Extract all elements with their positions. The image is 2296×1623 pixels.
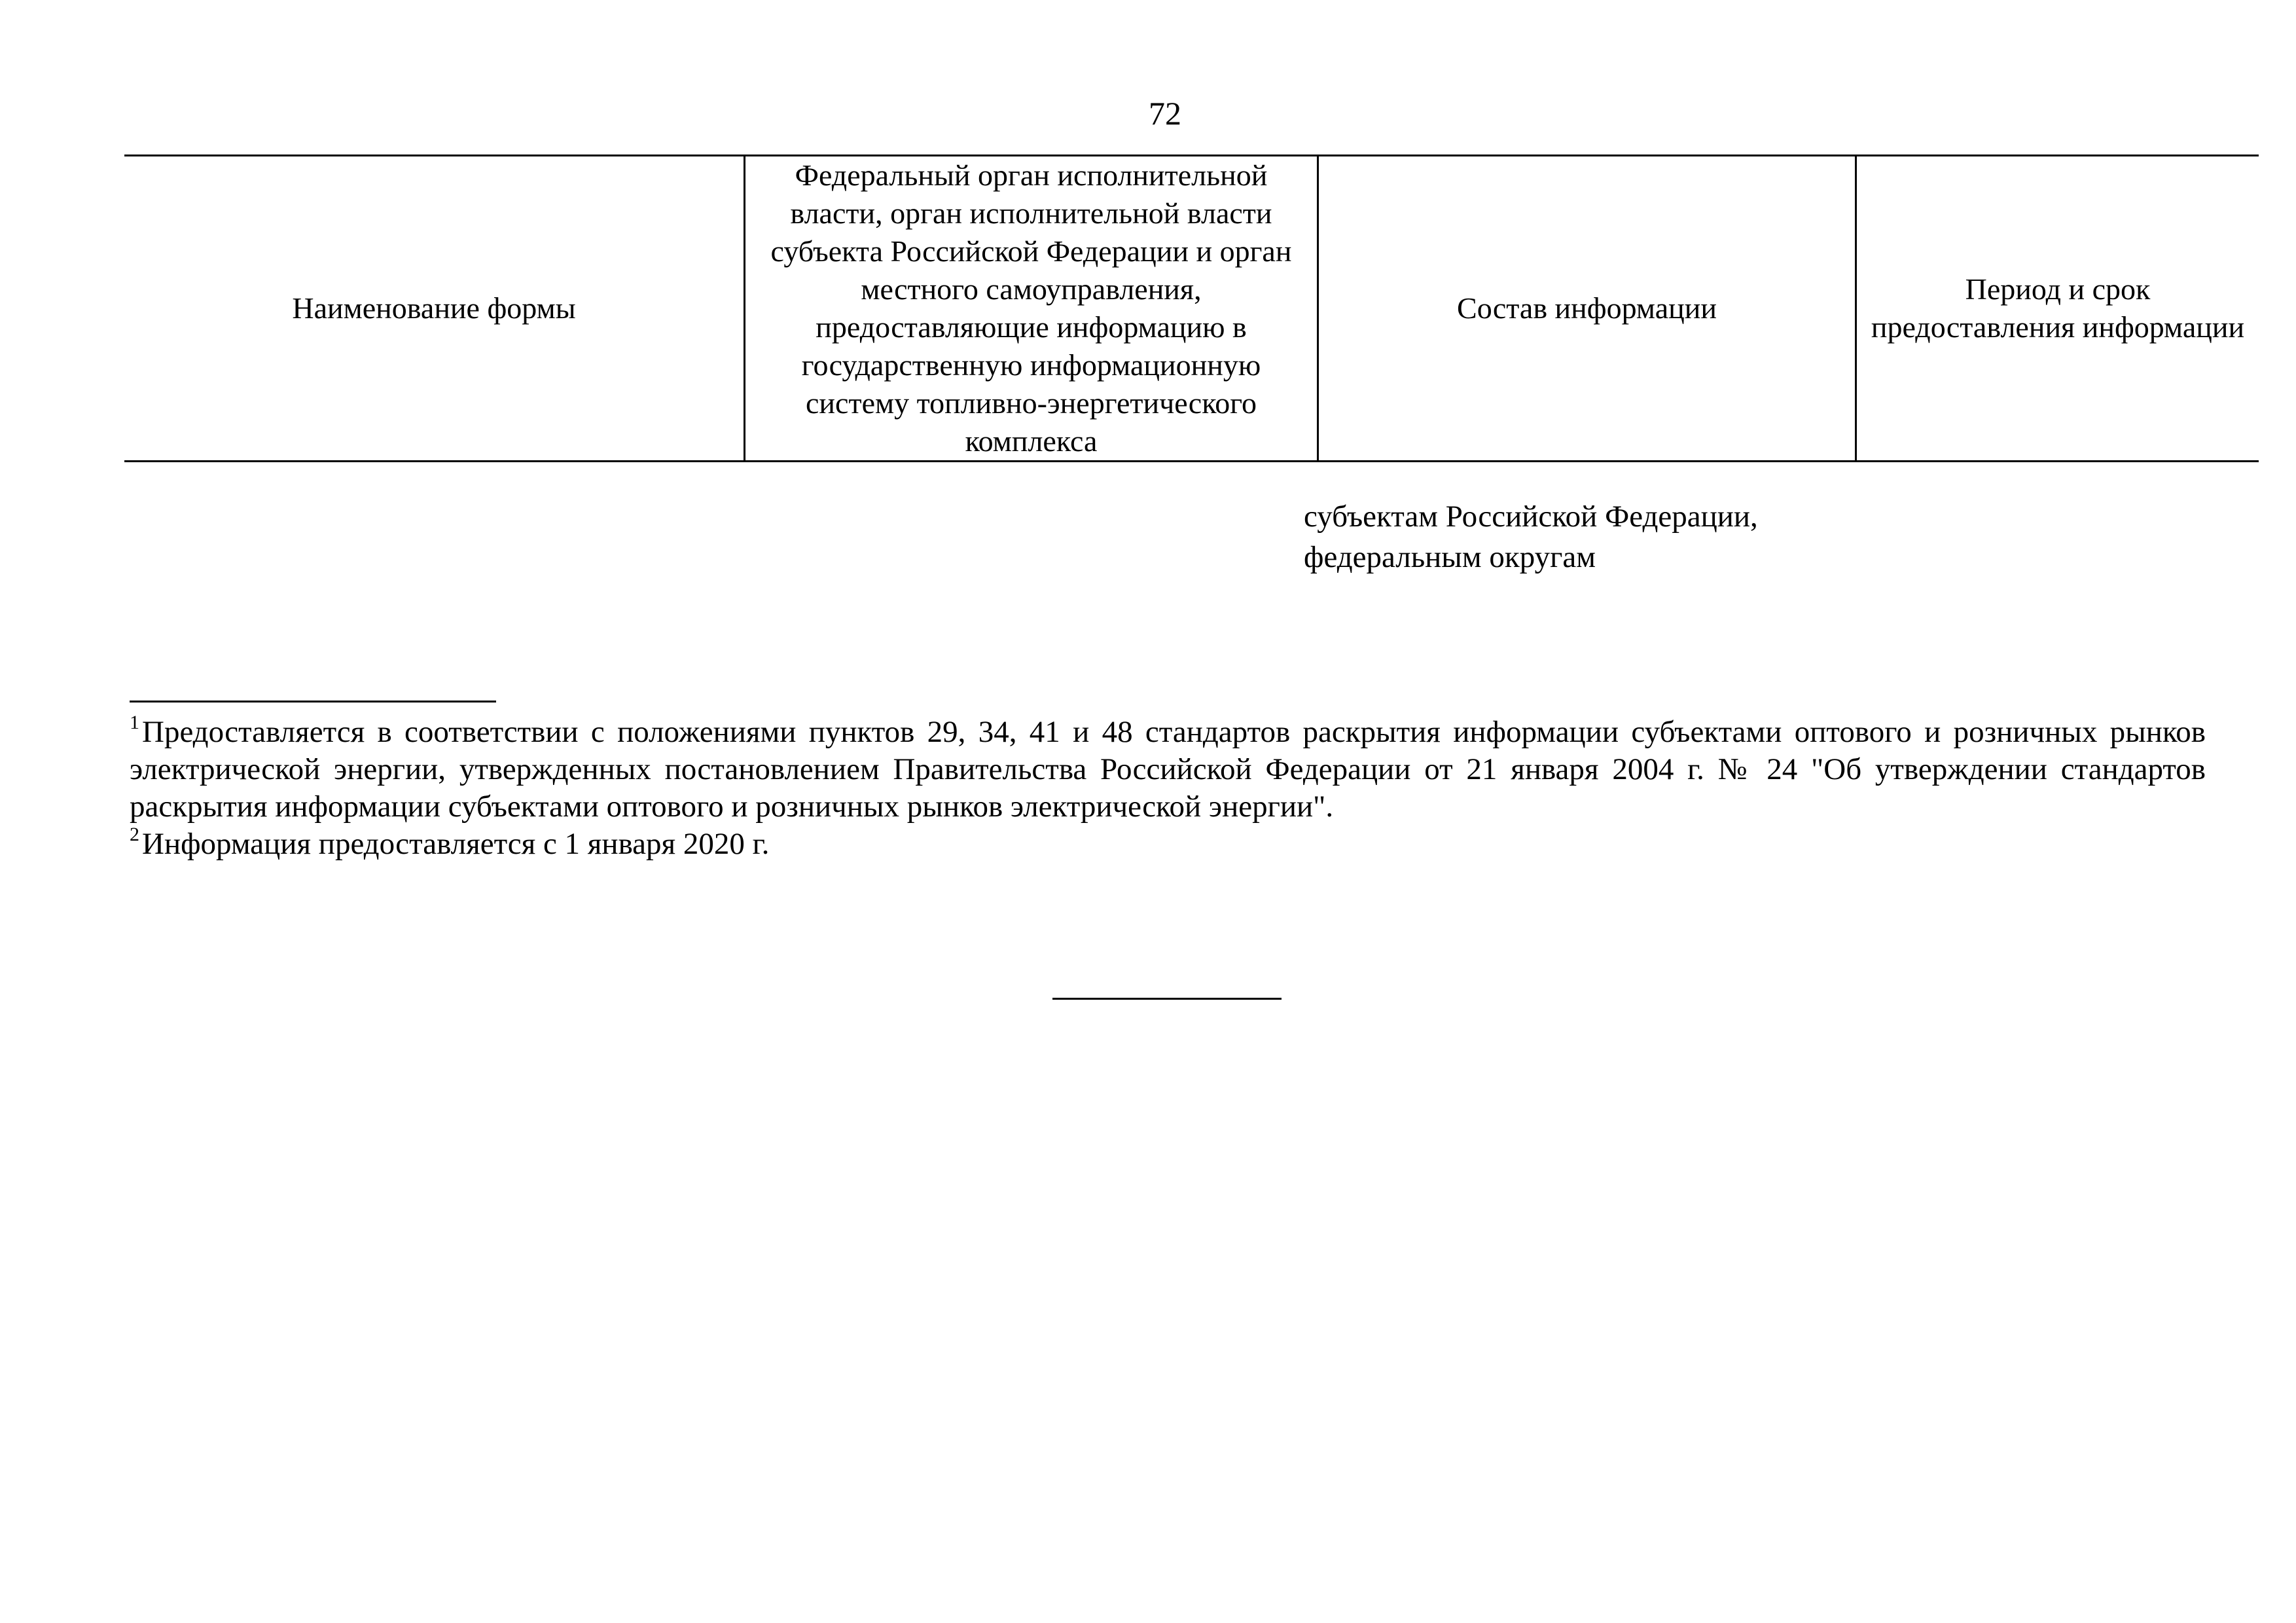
header-form-name: Наименование формы [124,156,745,462]
end-of-document-rule [1052,998,1282,1000]
footnote-marker: 2 [130,824,139,845]
footnote-text: Информация предоставляется с 1 января 2020 г. [142,827,770,861]
table-header-row [124,156,2259,462]
header-authority: Федеральный орган исполнительной власти, орган исполнительной власти субъекта Российской Федерации и орган местного самоуправления, предоставляющие информацию в государственную информационную систему топливно-энергетического комплекса [745,156,1318,462]
footnote-marker: 1 [130,712,139,733]
footnotes [130,714,2206,863]
header-period-deadline: Период и срок предоставления информации [1856,156,2259,462]
footnote-1 [130,714,2206,826]
content-line: федеральным округам [1304,540,1596,574]
page-number: 72 [1149,95,1181,132]
table-header [124,155,2259,462]
footnote-separator [130,701,496,702]
footnote-2 [130,826,2206,863]
information-content-cell [1304,496,1758,577]
footnote-text: Предоставляется в соответствии с положениями пунктов 29, 34, 41 и 48 стандартов раскрытия информации субъектами оптового и розничных рынков электрической энергии, утвержденных постановлением Правительства Российской Федерации от 21 января 2004 г. № 24 "Об утверждении стандартов раскрытия информации субъектами оптового и розничных рынков электрической энергии". [130,715,2206,824]
header-information-content: Состав информации [1318,156,1856,462]
content-line: субъектам Российской Федерации, [1304,500,1758,534]
